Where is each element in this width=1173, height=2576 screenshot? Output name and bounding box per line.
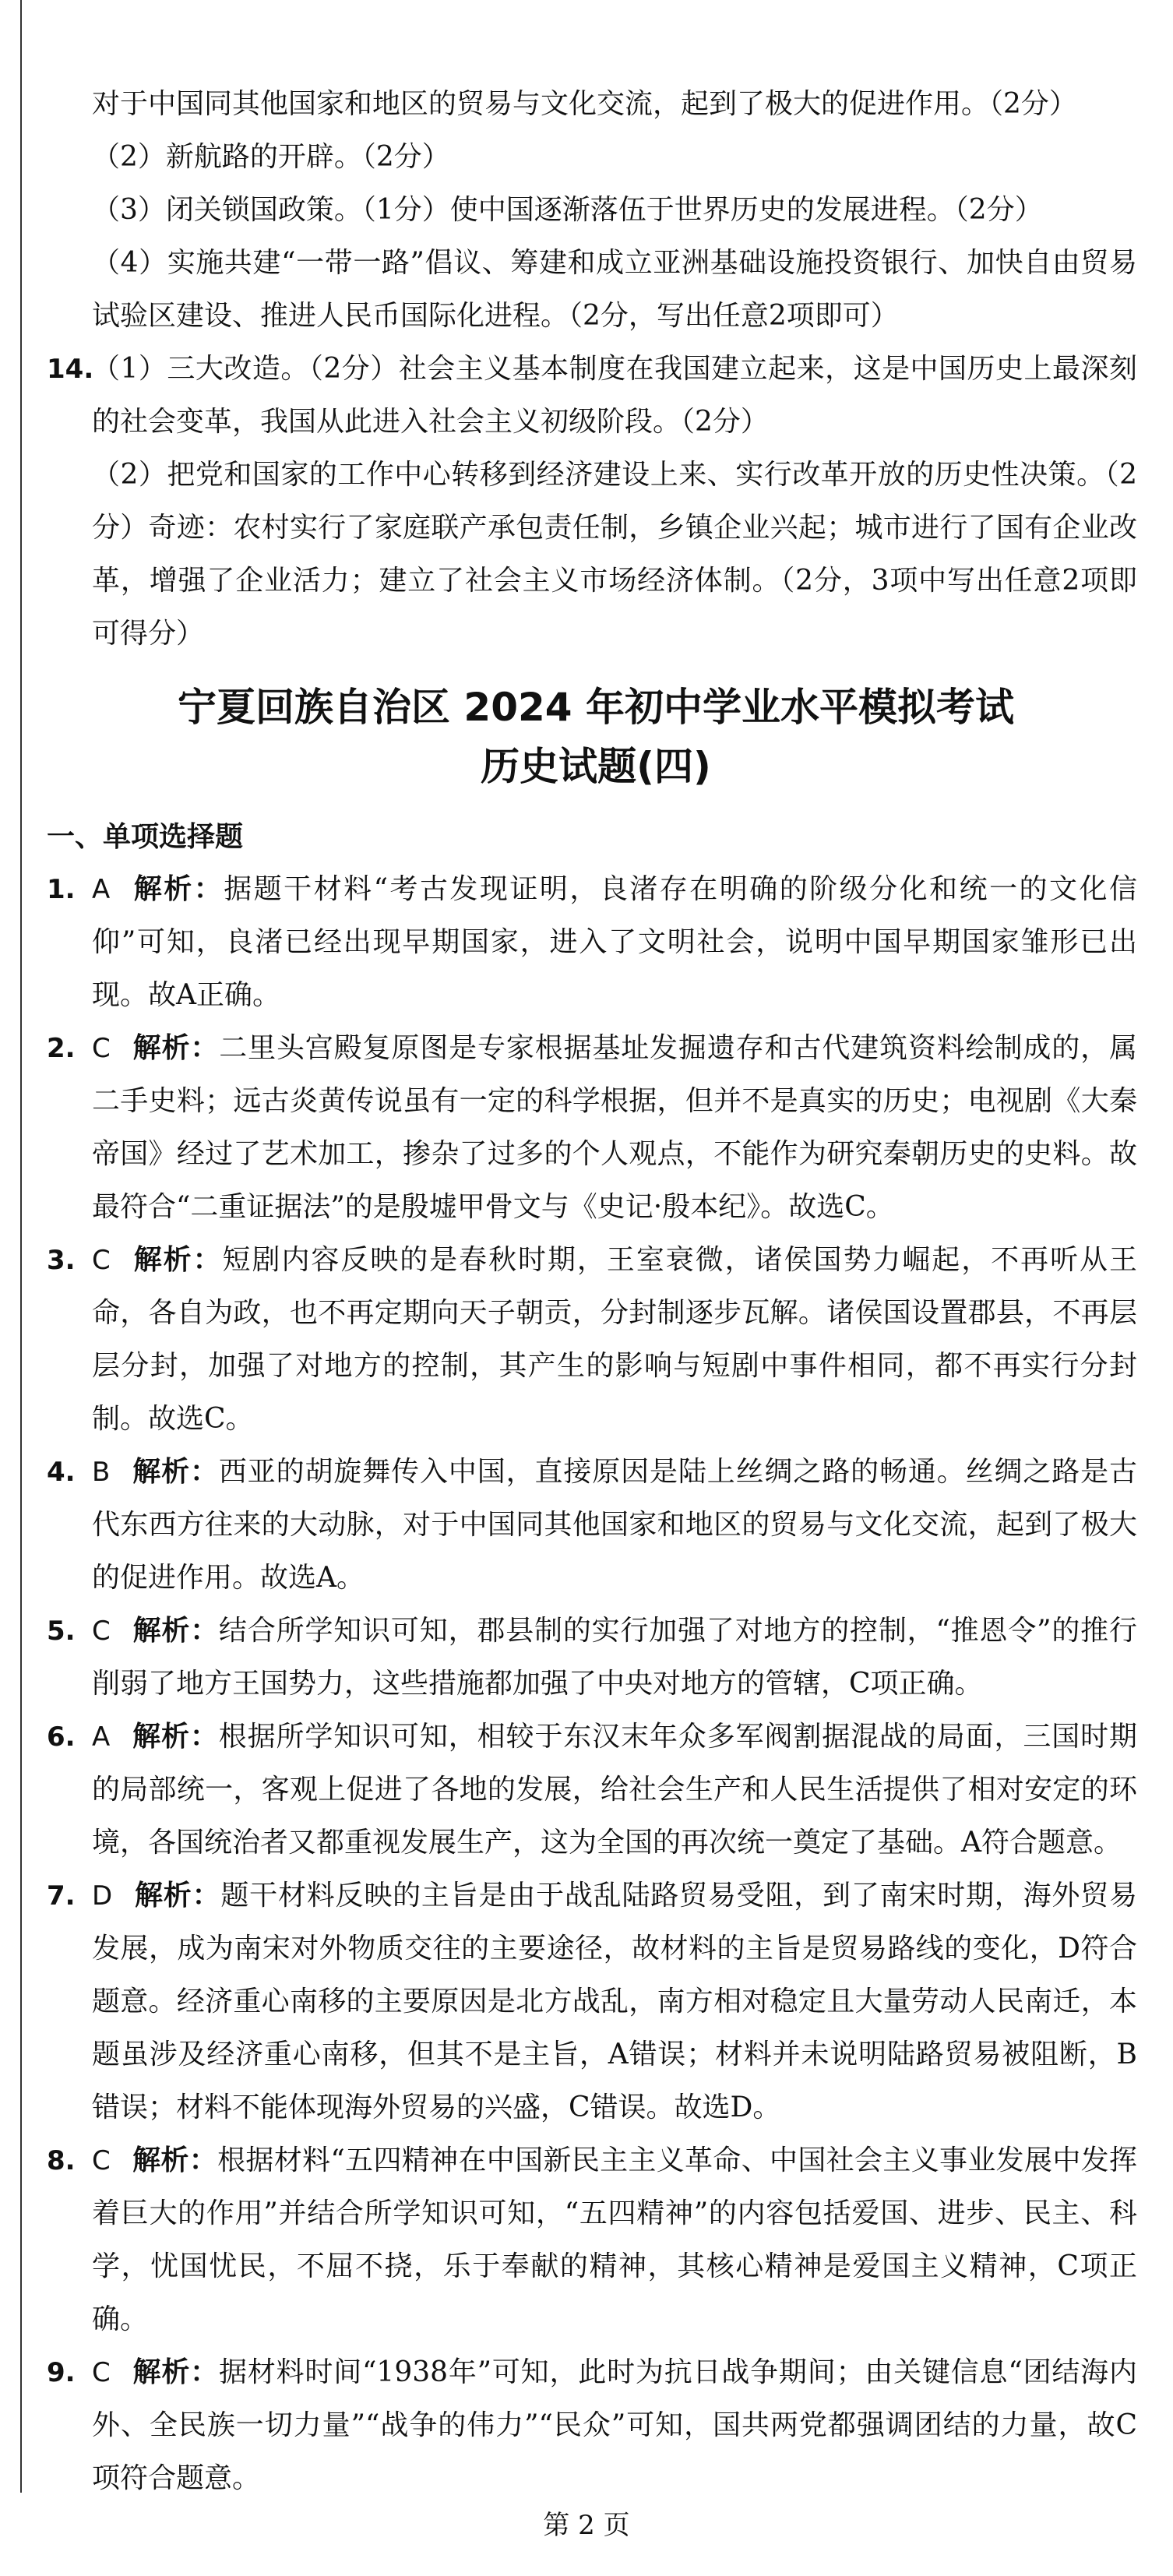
answer-item	[47, 1234, 1137, 1446]
analysis-label: 解析：	[132, 1456, 219, 1488]
q14-part-2: （2）把党和国家的工作中心转移到经济建设上来、实行改革开放的历史性决策。（2分）奇迹：农村实行了家庭联产承包责任制，乡镇企业兴起；城市进行了国有企业改革，增强了企业活力；建立了社会主义市场经济体制。（2分，3项中写出任意2项即可得分）	[92, 459, 1137, 650]
analysis-label: 解析：	[132, 1244, 223, 1276]
analysis-text: 题干材料反映的主旨是由于战乱陆路贸易受阻，到了南宋时期，海外贸易发展，成为南宋对外物质交往的主要途径，故材料的主旨是贸易路线的变化，D符合题意。经济重心南移的主要原因是北方战乱，南方相对稳定且大量劳动人民南迁，本题虽涉及经济重心南移，但其不是主旨，A错误；材料并未说明陆路贸易被阻断，B错误；材料不能体现海外贸易的兴盛，C错误。故选D。	[92, 1880, 1137, 2123]
answer-choice: C	[92, 1616, 111, 1647]
answer-item	[47, 863, 1137, 1022]
analysis-text: 根据所学知识可知，相较于东汉末年众多军阀割据混战的局面，三国时期的局部统一，客观上促进了各地的发展，给社会生产和人民生活提供了相对安定的环境，各国统治者又都重视发展生产，这为全国的再次统一奠定了基础。A符合题意。	[92, 1721, 1137, 1859]
answer-item	[47, 2346, 1137, 2505]
answer-item	[47, 1711, 1137, 1869]
section-heading: 一、单项选择题	[47, 821, 244, 853]
answer-choice: C	[92, 2357, 111, 2388]
answer-choice: B	[92, 1457, 111, 1488]
q13-part-3: （3）闭关锁国政策。（1分）使中国逐渐落伍于世界历史的发展进程。（2分）	[92, 194, 1043, 226]
answer-number: 6.	[47, 1721, 76, 1753]
q14-part-1: （1）三大改造。（2分）社会主义基本制度在我国建立起来，这是中国历史上最深刻的社会变革，我国从此进入社会主义初级阶段。（2分）	[92, 353, 1137, 438]
q13-part-4: （4）实施共建“一带一路”倡议、筹建和成立亚洲基础设施投资银行、加快自由贸易试验区建设、推进人民币国际化进程。（2分，写出任意2项即可）	[92, 247, 1137, 332]
answer-number: 8.	[47, 2145, 76, 2176]
page-number: 第 2 页	[543, 2510, 630, 2541]
answer-item	[47, 2134, 1137, 2346]
answer-choice: C	[92, 1245, 111, 1276]
analysis-text: 西亚的胡旋舞传入中国，直接原因是陆上丝绸之路的畅通。丝绸之路是古代东西方往来的大动脉，对于中国同其他国家和地区的贸易与文化交流，起到了极大的促进作用。故选A。	[92, 1456, 1137, 1594]
answer-number: 2.	[47, 1033, 76, 1064]
q13-continuation: 对于中国同其他国家和地区的贸易与文化交流，起到了极大的促进作用。（2分）	[92, 88, 1077, 120]
answer-number: 3.	[47, 1245, 76, 1276]
analysis-label: 解析：	[132, 873, 224, 905]
exam-title-line2: 历史试题(四)	[481, 744, 711, 789]
answer-item	[47, 1446, 1137, 1605]
analysis-text: 根据材料“五四精神在中国新民主主义革命、中国社会主义事业发展中发挥着巨大的作用”并结合所学知识可知，“五四精神”的内容包括爱国、进步、民主、科学，忧国忧民，不屈不挠，乐于奉献的精神，其核心精神是爱国主义精神，C项正确。	[92, 2144, 1137, 2335]
left-margin-rule	[20, 0, 22, 2493]
q14-number: 14.	[47, 354, 94, 385]
document-body	[47, 78, 1137, 2505]
analysis-text: 二里头宫殿复原图是专家根据基址发掘遗存和古代建筑资料绘制成的，属二手史料；远古炎黄传说虽有一定的科学根据，但并不是真实的历史；电视剧《大秦帝国》经过了艺术加工，掺杂了过多的个人观点，不能作为研究秦朝历史的史料。故最符合“二重证据法”的是殷墟甲骨文与《史记·殷本纪》。故选C。	[92, 1032, 1137, 1223]
analysis-label: 解析：	[132, 1615, 220, 1647]
analysis-label: 解析：	[132, 2144, 218, 2176]
analysis-text: 据材料时间“1938年”可知，此时为抗日战争期间；由关键信息“团结海内外、全民族一切力量”“战争的伟力”“民众”可知，国共两党都强调团结的力量，故C项符合题意。	[92, 2356, 1137, 2494]
analysis-label: 解析：	[134, 1880, 221, 1912]
answer-item	[47, 1022, 1137, 1234]
answer-number: 7.	[47, 1880, 76, 1912]
analysis-text: 据题干材料“考古发现证明，良渚存在明确的阶级分化和统一的文化信仰”可知，良渚已经出现早期国家，进入了文明社会，说明中国早期国家雏形已出现。故A正确。	[92, 873, 1137, 1011]
analysis-label: 解析：	[132, 1032, 220, 1064]
answer-choice: C	[92, 1033, 111, 1064]
exam-title	[55, 678, 1137, 796]
answer-item	[47, 1605, 1137, 1711]
answer-choice: A	[92, 1721, 111, 1753]
answer-list	[47, 863, 1137, 2505]
answer-number: 5.	[47, 1616, 76, 1647]
answer-number: 1.	[47, 874, 76, 905]
answer-item	[47, 1869, 1137, 2134]
analysis-text: 结合所学知识可知，郡县制的实行加强了对地方的控制，“推恩令”的推行削弱了地方王国势力，这些措施都加强了中央对地方的管辖，C项正确。	[92, 1615, 1137, 1700]
analysis-text: 短剧内容反映的是春秋时期，王室衰微，诸侯国势力崛起，不再听从王命，各自为政，也不再定期向天子朝贡，分封制逐步瓦解。诸侯国设置郡县，不再层层分封，加强了对地方的控制，其产生的影响与短剧中事件相同，都不再实行分封制。故选C。	[92, 1244, 1137, 1435]
answer-number: 9.	[47, 2357, 76, 2388]
q14	[47, 343, 1137, 449]
q13-part-2: （2）新航路的开辟。（2分）	[92, 141, 450, 173]
answer-number: 4.	[47, 1457, 76, 1488]
exam-title-line1: 宁夏回族自治区 2024 年初中学业水平模拟考试	[178, 685, 1014, 730]
analysis-label: 解析：	[132, 1721, 219, 1753]
answer-choice: C	[92, 2145, 111, 2176]
answer-choice: D	[92, 1880, 113, 1912]
answer-choice: A	[92, 874, 111, 905]
analysis-label: 解析：	[132, 2356, 219, 2388]
